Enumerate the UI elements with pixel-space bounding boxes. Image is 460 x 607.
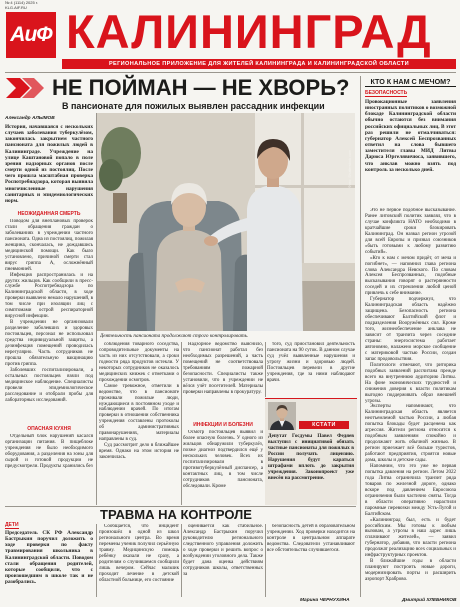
lead-paragraph: Провокационные заявления иностранных политиков о возможной блокаде Калининградской области обычно остаются без внимания российских официальных лиц. В этот раз решили не отмалчиваться: губернатор Алексей Беспрозванных ответил на слова бывшего заместителя главы МИД Литвы Дарюса Юргелявичюса, заявившего, что анклав можно взять под контроль за несколько дней. bbox=[365, 99, 456, 173]
column-divider bbox=[265, 342, 266, 397]
masthead-divider bbox=[5, 72, 456, 73]
paragraph: оценивается как стабильное. Александр Бастрыкин поручил руководителю регионального следственного управления доложить о ходе проверки и решить вопрос о возбуждении уголовного дела. Также будет дана оценка действиям сотрудников школы, ответственных за bbox=[183, 524, 263, 577]
kstati-box bbox=[265, 398, 357, 505]
paragraph: того, суд приостановил деятельность пансионата на 90 суток. В данном случае суд учёл выявленные нарушения и угрозу жизни и здоровью людей. Постояльцев перевели в другие учреждения, где за ними наблюдают врачи. bbox=[267, 342, 355, 383]
section-title-infections: ИНФЕКЦИИ И БОЛЕЗНИ bbox=[193, 422, 253, 428]
paragraph: Сообщается, что инцидент произошёл в одной из школ регионального центра. Во время перемены ученик получил серьёзную травму. Медицинскую помощь ребёнку оказали не сразу, а родителям о случившемся сообщили лишь вечером. Сейчас мальчик проходит лечение в детской областной больнице, его состояние bbox=[99, 524, 179, 583]
bottom-article-headline: ТРАВМА НА КОНТРОЛЕ bbox=[100, 507, 252, 522]
paragraph: Заболевших госпитализировали, а остальных постояльцев взяли под медицинское наблюдение. Специалисты провели эпидемиологическое расследование и отобрали пробы для лабораторных исследований. bbox=[5, 367, 93, 403]
lead-article-column-4 bbox=[267, 342, 355, 396]
side-article-body bbox=[365, 208, 456, 596]
newspaper-title: КАЛИНИНГРАД bbox=[66, 5, 432, 58]
section-title-dangerous-kitchen: ОПАСНАЯ КУХНЯ bbox=[27, 426, 71, 432]
lead-article-headline: НЕ ПОЙМАН — НЕ ХВОРЬ? bbox=[52, 75, 350, 100]
paragraph: Суд рассмотрит дело в ближайшее время. Однако на этом история не закончилась. bbox=[99, 443, 179, 461]
lead-article-column-1b bbox=[5, 434, 93, 505]
photo-credit: Фото: Shutterstock.com bbox=[348, 150, 352, 189]
photo-caption: Деятельность пансионата продолжают строго контролировать. bbox=[100, 333, 249, 339]
issue-number: № 4 (1114) 2025 г. bbox=[5, 0, 38, 5]
masthead-tagline: РЕГИОНАЛЬНОЕ ПРИЛОЖЕНИЕ ДЛЯ ЖИТЕЛЕЙ КАЛИНИНГРАДА И КАЛИНИНГРАДСКОЙ ОБЛАСТИ bbox=[62, 59, 456, 69]
lead-article-author: Александр АЛЫМОВ bbox=[5, 116, 55, 121]
side-article-author: Дмитрий ХЛЕБНИКОВ bbox=[402, 598, 457, 603]
bottom-article-column-4 bbox=[267, 524, 355, 594]
bottom-article-author: Марина ЧЕРНУХИНА bbox=[300, 598, 350, 603]
lead-article-column-2 bbox=[99, 342, 179, 505]
rubric-security: БЕЗОПАСНОСТЬ bbox=[365, 90, 408, 96]
paragraph: Надзорное ведомство выяснило, что пансионат работал без необходимых разрешений, а часть помещений не соответствовала требованиям пожарной безопасности. Специалисты также установили, что в учреждении не вёлся учёт посетителей. Материалы проверки направлены в прокуратуру. bbox=[183, 342, 263, 395]
nursing-home-photo bbox=[97, 113, 355, 331]
paragraph: Поводом для внеплановых проверок стали обращения граждан о заболеваниях в учреждении частного пансионата. Одна из постоялиц, пожилая женщина, скончалась, не дождавшись медицинской помощи. Как было установлено, причиной смерти стал вирус гриппа А, осложнённый пневмонией. bbox=[5, 219, 93, 272]
paragraph: Инфекция распространилась и на других жильцов. Как сообщили в пресс-службе Роспотребнадзора по Калининградской области, в ходе проверки выявлено немало нарушений, в том числе при изоляции лиц с симптомами острой респираторной вирусной инфекции. bbox=[5, 272, 93, 320]
lead-article-subheadline: В пансионате для пожилых выявлен рассадник инфекции bbox=[62, 101, 325, 111]
section-title-sudden-death: НЕОЖИДАННАЯ СМЕРТЬ bbox=[17, 211, 81, 217]
lead-article-column-3b bbox=[183, 430, 263, 505]
site-url: KLG.AIF.RU bbox=[5, 5, 27, 10]
lead-paragraph: История, начавшаяся с нескольких случаев заболевания туберкулёзом, закончилась закрытием частного пансионата для пожилых людей в Калининграде. Учреждение на улице Каштановой попало в поле зрения надзорных органов после смерти одной из постоялиц. После чего прошла масштабная проверка Роспотребнадзора, которая выявила многочисленные нарушения санитарных и эпидемиологических норм. bbox=[5, 124, 93, 204]
paragraph: Отдельный блок нарушений касался организации питания. В пищеблоке учреждения не было необходимого оборудования, а разделения на зоны для сырой и готовой продукции не предусмотрели. Продукты хранились без bbox=[5, 434, 93, 469]
lead-article-column-1 bbox=[5, 219, 93, 423]
column-divider bbox=[181, 524, 182, 597]
column-divider bbox=[360, 76, 361, 597]
column-divider bbox=[96, 113, 97, 505]
bottom-article-column-2 bbox=[99, 524, 179, 597]
paragraph: безопасность детей в образовательном учреждении. Ход проверки находится на контроле в центральном аппарате ведомства. Следователи устанавливают все обстоятельства случившегося. bbox=[267, 524, 355, 553]
headline-accent-icon bbox=[6, 78, 48, 98]
bottom-article-column-3 bbox=[183, 524, 263, 597]
rubric-children: ДЕТИ bbox=[5, 522, 19, 528]
paragraph: Это не первое подобное высказывание. Ранее литовский политик заявлял, что в случае конфликта НАТО необходимо в кратчайшие сроки блокировать Калининград. Он назвал регион угрозой для всей Европы и призвал союзников «быть готовыми к любому развитию событий». bbox=[365, 208, 456, 255]
bottom-article-lead bbox=[5, 530, 93, 597]
paragraph: Осмотр постояльцев выявил и более опасную болезнь. У одного из жильцов обнаружили туберкулёз, позже диагноз подтвердился ещё у нескольких человек. Всех их госпитализировали в противотуберкулёзный диспансер, а контактных лиц, в том числе сотрудников пансионата, обследовали. Кроме bbox=[183, 430, 263, 489]
paragraph: «Кто к нам с мечом придёт, от меча и погибнет», — напомнил глава региона слова Александра Невского. По словам Алексея Беспрозванных, подобные высказывания говорят о растерянности соседей и их стремлении любой ценой привлечь к себе внимание. bbox=[365, 255, 456, 297]
paragraph: Напомним, что это уже не первая попытка давления на регион. Летом 2022 года Литва ограничила транзит ряда товаров по железной дороге, однако вскоре под давлением Евросоюза ограничения были частично сняты. Тогда в области оперативно нарастили паромные перевозки между Усть-Лугой и Балтийском. bbox=[365, 463, 456, 517]
paragraph: Депутат Госдумы Павел Федяев выступил с инициативой обязать частные пансионаты для пожилых в России получать лицензию. Нарушения будут караться штрафами вплоть до закрытия учреждения. Законопроект уже внесён на рассмотрение. bbox=[268, 433, 354, 481]
side-article-headline: КТО К НАМ С МЕЧОМ? bbox=[365, 77, 456, 87]
column-divider bbox=[181, 342, 182, 505]
paragraph: Губернатор подчеркнул, что Калининградская область надёжно защищена. Безопасность региона обеспечивают Балтийский флот и подразделения Вооружённых сил. Кроме того, жизнеобеспечение анклава не зависит от транзита через соседние страны: энергосистема работает автономно, налажено морское сообщение с материковой частью России, создан запас продовольствия. bbox=[365, 297, 456, 362]
side-article-lead bbox=[365, 99, 456, 205]
paragraph: Политологи отмечают, что риторика подобных заявлений рассчитана прежде всего на внутреннюю аудиторию Литвы. На фоне экономических трудностей и снижения доверия к власти политикам выгодно поддерживать образ внешней угрозы. bbox=[365, 362, 456, 404]
paragraph: «Калининград был, есть и будет российским. Мы готовы к любым вызовам, а угрозы в наш адрес лишь сплачивают жителей», — заявил губернатор, добавив, что власти региона продолжат реализацию всех социальных и инфраструктурных проектов. bbox=[365, 517, 456, 559]
paragraph: соблюдения товарного соседства, сопроводительные документы на часть из них отсутствовали, а сроки годности ряда продуктов истекли. У некоторых сотрудников не оказалось медицинских книжек с отметками о прохождении осмотров. bbox=[99, 342, 179, 383]
lead-article-lead bbox=[5, 124, 93, 208]
lead-paragraph: Председатель СК РФ Александр Бастрыкин поручил доложить о ходе проверки по факту травмирования школьника в Калининградской области. Поводом стали обращения родителей, которые сообщили, что с произошедшим в школе так и не разобрались. bbox=[5, 530, 93, 586]
paragraph: Эксперты напоминают, что Калининградская область является неотъемлемой частью России, а любая попытка блокады будет расценена как агрессия. Жители региона относятся к подобным заявлениям спокойно и продолжают жить обычной жизнью. В регион приезжает всё больше туристов, работают предприятия, строятся новые дома, школы и детские сады. bbox=[365, 404, 456, 464]
deputy-portrait bbox=[268, 402, 296, 430]
kstati-label: КСТАТИ bbox=[299, 421, 349, 429]
paragraph: В учреждении не организовали разделение заболевших и здоровых постояльцев, персонал не использовал средства индивидуальной защиты, а дезинфекция помещений проводилась нерегулярно. Часть сотрудников не прошла обязательную вакцинацию против гриппа. bbox=[5, 320, 93, 367]
aif-logo: АиФ bbox=[6, 12, 56, 58]
column-divider bbox=[265, 524, 266, 597]
paragraph: Самое тревожное, отметили в ведомстве, что в пансионате проживали пожилые люди, нуждающиеся в постоянном уходе и наблюдении врачей. По итогам проверки в отношении собственника учреждения составлены протоколы об административных правонарушениях, материалы направлены в суд. bbox=[99, 383, 179, 443]
lead-article-column-3a bbox=[183, 342, 263, 420]
column-divider bbox=[96, 524, 97, 597]
kstati-text bbox=[268, 433, 354, 503]
paragraph: В ближайшие годы в области планируют построить новые дороги, модернизировать порты и расширить аэропорт Храброво. bbox=[365, 559, 456, 583]
